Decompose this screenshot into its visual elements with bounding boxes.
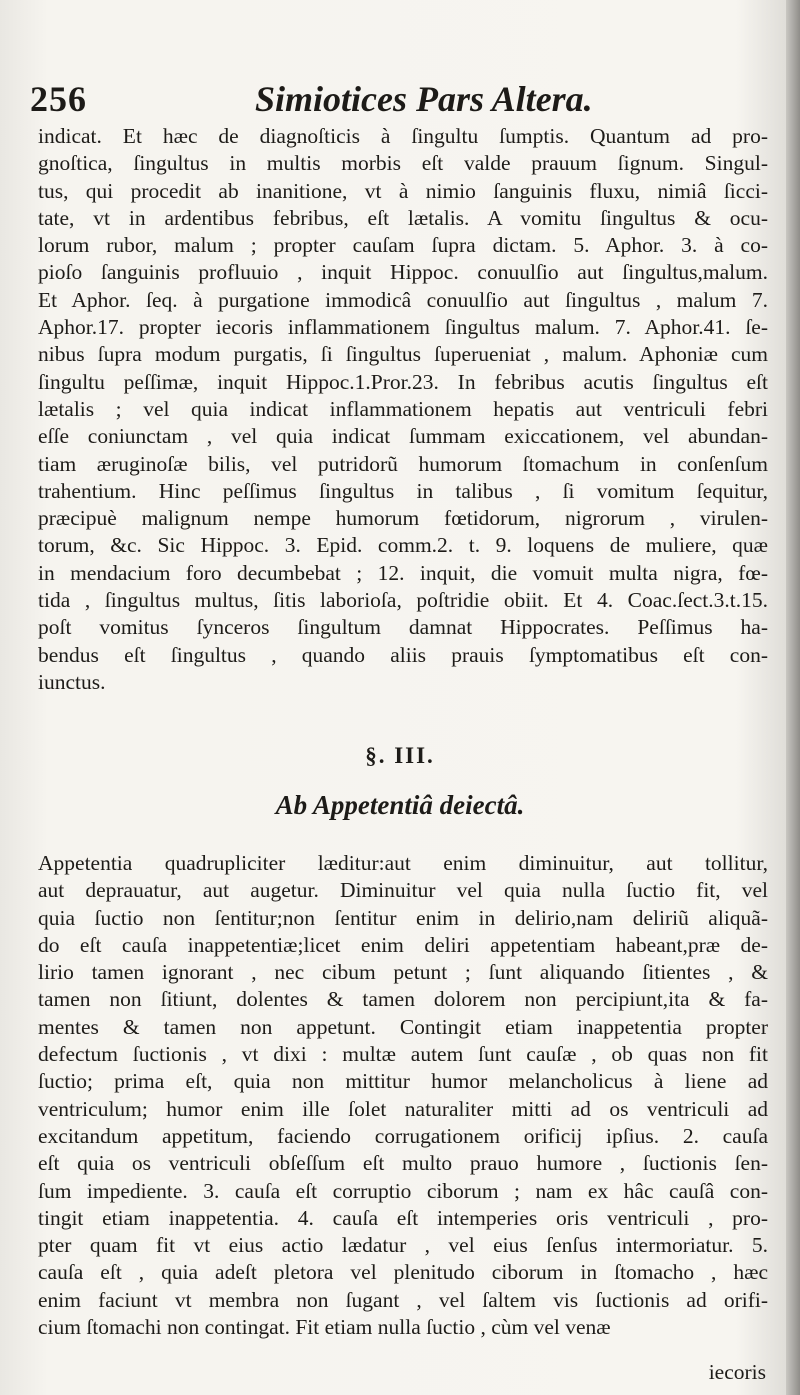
text-line: lætalis ; vel quia indicat inflammationem hepatis aut ventriculi febri <box>38 396 768 421</box>
text-line: ventriculum; humor enim ille ſolet naturaliter mitti ad os ventriculi ad <box>38 1096 768 1121</box>
text-line: tiam æruginoſæ bilis, vel putridorũ humorum ſtomachum in conſenſum <box>38 451 768 476</box>
text-line: eſſe coniunctam , vel quia indicat ſummam exiccationem, vel abundan- <box>38 424 768 449</box>
text-line: trahentium. Hinc peſſimus ſingultus in talibus , ſi vomitum ſequitur, <box>38 478 768 503</box>
text-line: defectum ſuctionis , vt dixi : multæ autem ſunt cauſæ , ob quas non fit <box>38 1042 768 1067</box>
text-line: iunctus. <box>38 669 106 694</box>
text-line: gnoſtica, ſingultus in multis morbis eſt valde prauum ſignum. Singul- <box>38 151 768 176</box>
text-line: ſingultu peſſimæ, inquit Hippoc.1.Pror.23. In febribus acutis ſingultus eſt <box>38 369 768 394</box>
section-number: §. III. <box>365 743 435 768</box>
text-line: enim faciunt vt membra non ſugant , vel ſaltem vis ſuctionis ad orifi- <box>38 1287 768 1312</box>
text-line: tate, vt in ardentibus febribus, eſt lætalis. A vomitu ſingultus & ocu- <box>38 205 768 230</box>
text-line: cium ſtomachi non contingat. Fit etiam nulla ſuctio , cùm vel venæ <box>38 1315 611 1340</box>
page-spine-shadow <box>786 0 800 1395</box>
text-line: Et Aphor. ſeq. à purgatione immodicâ conuulſio aut ſingultus , malum 7. <box>38 287 768 312</box>
text-line: Appetentia quadrupliciter læditur:aut enim diminuitur, aut tollitur, <box>38 851 768 875</box>
text-line: præcipuè malignum nempe humorum fœtidorum, nigrorum , virulen- <box>38 506 768 531</box>
text-line: mentes & tamen non appetunt. Contingit etiam inappetentia propter <box>38 1014 768 1039</box>
text-line: bendus eſt ſingultus , quando aliis prauis ſymptomatibus eſt con- <box>38 642 768 667</box>
paragraph-hiccup-prognostics <box>38 123 768 696</box>
text-line: pioſo ſanguinis profluuio , inquit Hippoc. conuulſio aut ſingultus,malum. <box>38 260 768 285</box>
text-line: tus, qui procedit ab inanitione, vt à nimio ſanguinis fluxu, nimiâ ſicci- <box>38 178 768 203</box>
text-line: pter quam fit vt eius actio lædatur , vel eius ſenſus intermoriatur. 5. <box>38 1233 768 1258</box>
text-line: do eſt cauſa inappetentiæ;licet enim deliri appetentiam habeant,præ de- <box>38 932 768 957</box>
page-number: 256 <box>30 79 87 119</box>
text-line: indicat. Et hæc de diagnoſticis à ſingultu ſumptis. Quantum ad pro- <box>38 124 768 148</box>
text-line: in mendacium foro decumbebat ; 12. inquit, die vomuit multa nigra, fœ- <box>38 560 768 585</box>
text-line: Aphor.17. propter iecoris inflammationem ſingultus malum. 7. Aphor.41. ſe- <box>38 315 768 340</box>
section-title: Ab Appetentiâ deiectâ. <box>275 790 525 820</box>
text-line: eſt quia os ventriculi obſeſſum eſt multo prauo humore , ſuctionis ſen- <box>38 1151 768 1176</box>
paragraph-appetite <box>38 850 768 1341</box>
text-line: tida , ſingultus multus, ſitis laborioſa, poſtridie obiit. Et 4. Coac.ſect.3.t.15. <box>38 588 768 613</box>
text-line: lorum rubor, malum ; propter cauſam ſupra dictam. 5. Aphor. 3. à co- <box>38 233 768 258</box>
text-line: nibus ſupra modum purgatis, ſi ſingultus ſuperueniat , malum. Aphoniæ cum <box>38 342 768 367</box>
text-line: ſuctio; prima eſt, quia non mittitur humor melancholicus à liene ad <box>38 1069 768 1094</box>
text-line: cauſa eſt , quia adeſt pletora vel plenitudo ciborum in ſtomacho , hæc <box>38 1260 768 1285</box>
text-line: ſum impediente. 3. cauſa eſt corruptio ciborum ; nam ex hâc cauſâ con- <box>38 1178 768 1203</box>
text-line: excitandum appetitum, faciendo corrugationem orificij ipſius. 2. cauſa <box>38 1123 768 1148</box>
text-line: torum, &c. Sic Hippoc. 3. Epid. comm.2. t. 9. loquens de muliere, quæ <box>38 533 768 558</box>
catchword: iecoris <box>708 1360 766 1384</box>
text-line: poſt vomitus ſynceros ſingultum damnat Hippocrates. Peſſimus ha- <box>38 615 768 640</box>
page-header <box>30 78 770 128</box>
text-line: lirio tamen ignorant , nec cibum petunt ; ſunt aliquando ſitientes , & <box>38 960 768 985</box>
running-title: Simiotices Pars Altera. <box>255 79 593 119</box>
text-line: aut deprauatur, aut augetur. Diminuitur vel quia nulla ſuctio fit, vel <box>38 878 768 903</box>
text-line: tingit etiam inappetentia. 4. cauſa eſt intemperies oris ventriculi , pro- <box>38 1205 768 1230</box>
text-line: tamen non ſitiunt, dolentes & tamen dolorem non percipiunt,ita & fa- <box>38 987 768 1012</box>
text-line: quia ſuctio non ſentitur;non ſentitur enim in delirio,nam deliriũ aliquã- <box>38 905 768 930</box>
